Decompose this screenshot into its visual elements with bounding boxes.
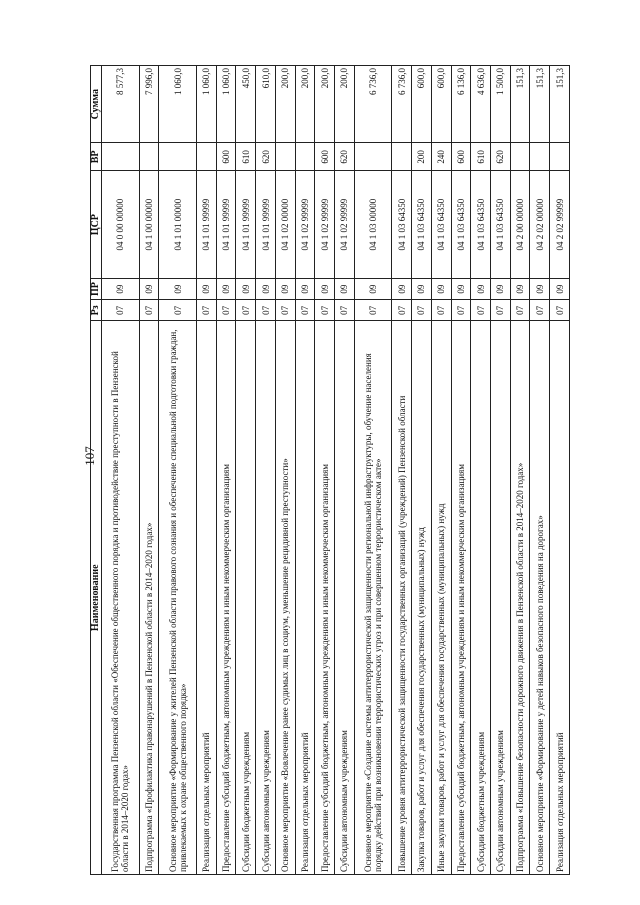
- cell-vr: 620: [490, 143, 510, 171]
- cell-pr: 09: [510, 278, 530, 299]
- cell-sum: 610,0: [256, 66, 276, 143]
- cell-rz: 07: [295, 300, 315, 321]
- cell-name: Реализация отдельных мероприятий: [197, 321, 217, 875]
- cell-csr: 04 1 01 99999: [256, 171, 276, 279]
- table-row: [102, 66, 140, 875]
- table-row: [431, 66, 451, 875]
- cell-vr: 600: [315, 143, 335, 171]
- table-row: [275, 66, 295, 875]
- cell-pr: 09: [139, 278, 159, 299]
- cell-name: Предоставление субсидий бюджетным, автономным учреждениям и иным некоммерческим организациям: [315, 321, 335, 875]
- cell-pr: 09: [275, 278, 295, 299]
- table-rotation-wrapper: [90, 65, 570, 875]
- cell-vr: [530, 143, 550, 171]
- cell-csr: 04 1 02 99999: [295, 171, 315, 279]
- cell-csr: 04 1 03 00000: [354, 171, 392, 279]
- cell-rz: 07: [139, 300, 159, 321]
- cell-pr: 09: [295, 278, 315, 299]
- cell-pr: 09: [315, 278, 335, 299]
- budget-table: [90, 65, 570, 875]
- cell-vr: [295, 143, 315, 171]
- cell-sum: 6 736,0: [354, 66, 392, 143]
- cell-rz: 07: [236, 300, 256, 321]
- cell-csr: 04 2 02 00000: [530, 171, 550, 279]
- cell-rz: 07: [451, 300, 471, 321]
- cell-vr: 600: [216, 143, 236, 171]
- cell-rz: 07: [471, 300, 491, 321]
- cell-name: Закупка товаров, работ и услуг для обеспечения государственных (муниципальных) нужд: [412, 321, 432, 875]
- cell-csr: 04 1 03 64350: [490, 171, 510, 279]
- cell-rz: 07: [550, 300, 570, 321]
- cell-csr: 04 1 01 00000: [159, 171, 197, 279]
- cell-vr: 240: [431, 143, 451, 171]
- cell-name: Основное мероприятие «Формирование у жителей Пензенской области правового сознания и обеспечение специальной подготовки граждан, привлекаемых к охране общественного порядка»: [159, 321, 197, 875]
- cell-sum: 1 060,0: [159, 66, 197, 143]
- cell-pr: 09: [412, 278, 432, 299]
- table-row: [510, 66, 530, 875]
- cell-csr: 04 2 02 99999: [550, 171, 570, 279]
- cell-rz: 07: [431, 300, 451, 321]
- cell-csr: 04 1 00 00000: [139, 171, 159, 279]
- cell-sum: 200,0: [335, 66, 355, 143]
- table-row: [392, 66, 412, 875]
- cell-name: Основное мероприятие «Формирование у детей навыков безопасного поведения на дорогах»: [530, 321, 550, 875]
- cell-csr: 04 2 00 00000: [510, 171, 530, 279]
- header-name: Наименование: [91, 321, 102, 875]
- table-row: [550, 66, 570, 875]
- cell-pr: 09: [530, 278, 550, 299]
- table-row: [197, 66, 217, 875]
- cell-name: Предоставление субсидий бюджетным, автономным учреждениям и иным некоммерческим организациям: [451, 321, 471, 875]
- cell-sum: 1 060,0: [216, 66, 236, 143]
- cell-sum: 4 636,0: [471, 66, 491, 143]
- cell-name: Предоставление субсидий бюджетным, автономным учреждениям и иным некоммерческим организациям: [216, 321, 236, 875]
- cell-rz: 07: [315, 300, 335, 321]
- cell-csr: 04 1 03 64350: [431, 171, 451, 279]
- cell-vr: [102, 143, 140, 171]
- cell-sum: 200,0: [295, 66, 315, 143]
- cell-pr: 09: [550, 278, 570, 299]
- cell-csr: 04 1 01 99999: [216, 171, 236, 279]
- cell-name: Основное мероприятие «Вовлечение ранее судимых лиц в социум, уменьшение рецидивной преступности»: [275, 321, 295, 875]
- cell-name: Подпрограмма «Профилактика правонарушений в Пензенской области в 2014–2020 годах»: [139, 321, 159, 875]
- cell-pr: 09: [256, 278, 276, 299]
- table-row: [315, 66, 335, 875]
- table-row: [354, 66, 392, 875]
- cell-sum: 200,0: [275, 66, 295, 143]
- cell-rz: 07: [354, 300, 392, 321]
- cell-pr: 09: [197, 278, 217, 299]
- cell-rz: 07: [412, 300, 432, 321]
- cell-pr: 09: [102, 278, 140, 299]
- header-vr: ВР: [91, 143, 102, 171]
- cell-rz: 07: [530, 300, 550, 321]
- cell-pr: 09: [431, 278, 451, 299]
- cell-vr: 620: [256, 143, 276, 171]
- header-csr: ЦСР: [91, 171, 102, 279]
- cell-name: Основное мероприятие «Создание системы антитеррористической защищенности региональной инфраструктуры, обучение населения порядку действий при возникновении террористических угроз и при совершенном террористическом акте»: [354, 321, 392, 875]
- cell-rz: 07: [216, 300, 236, 321]
- table-row: [471, 66, 491, 875]
- cell-vr: 200: [412, 143, 432, 171]
- cell-name: Государственная программа Пензенской области «Обеспечение общественного порядка и противодействие преступности в Пензенской области в 2014–2020 годах»: [102, 321, 140, 875]
- cell-name: Иные закупки товаров, работ и услуг для обеспечения государственных (муниципальных) нужд: [431, 321, 451, 875]
- cell-pr: 09: [451, 278, 471, 299]
- table-body: [102, 66, 570, 875]
- table-row: [139, 66, 159, 875]
- cell-sum: 151,3: [550, 66, 570, 143]
- cell-csr: 04 1 03 64350: [451, 171, 471, 279]
- cell-sum: 1 060,0: [197, 66, 217, 143]
- cell-vr: 610: [471, 143, 491, 171]
- cell-name: Субсидии автономным учреждениям: [256, 321, 276, 875]
- cell-csr: 04 0 00 00000: [102, 171, 140, 279]
- table-row: [295, 66, 315, 875]
- cell-rz: 07: [256, 300, 276, 321]
- cell-sum: 6 736,0: [392, 66, 412, 143]
- cell-pr: 09: [392, 278, 412, 299]
- header-pr: ПР: [91, 278, 102, 299]
- cell-csr: 04 1 03 64350: [392, 171, 412, 279]
- cell-pr: 09: [216, 278, 236, 299]
- table-row: [335, 66, 355, 875]
- cell-vr: [139, 143, 159, 171]
- cell-sum: 450,0: [236, 66, 256, 143]
- cell-sum: 600,0: [431, 66, 451, 143]
- table-row: [412, 66, 432, 875]
- cell-csr: 04 1 01 99999: [236, 171, 256, 279]
- cell-name: Субсидии бюджетным учреждениям: [471, 321, 491, 875]
- header-sum: Сумма: [91, 66, 102, 143]
- cell-sum: 1 500,0: [490, 66, 510, 143]
- table-row: [236, 66, 256, 875]
- cell-pr: 09: [471, 278, 491, 299]
- cell-name: Повышение уровня антитеррористической защищенности государственных организаций (учреждений) Пензенской области: [392, 321, 412, 875]
- rotated-table-area: [90, 65, 640, 872]
- cell-vr: [550, 143, 570, 171]
- cell-pr: 09: [335, 278, 355, 299]
- page-number: 107: [81, 446, 97, 466]
- cell-rz: 07: [197, 300, 217, 321]
- cell-pr: 09: [236, 278, 256, 299]
- cell-vr: 610: [236, 143, 256, 171]
- cell-csr: 04 1 03 64350: [471, 171, 491, 279]
- cell-sum: 8 577,3: [102, 66, 140, 143]
- cell-name: Субсидии автономным учреждениям: [490, 321, 510, 875]
- cell-sum: 600,0: [412, 66, 432, 143]
- cell-sum: 7 996,0: [139, 66, 159, 143]
- table-row: [256, 66, 276, 875]
- cell-sum: 200,0: [315, 66, 335, 143]
- cell-csr: 04 1 03 64350: [412, 171, 432, 279]
- cell-csr: 04 1 02 99999: [315, 171, 335, 279]
- table-row: [216, 66, 236, 875]
- cell-rz: 07: [335, 300, 355, 321]
- cell-vr: 620: [335, 143, 355, 171]
- cell-vr: [275, 143, 295, 171]
- cell-vr: [510, 143, 530, 171]
- cell-name: Реализация отдельных мероприятий: [550, 321, 570, 875]
- cell-sum: 151,3: [530, 66, 550, 143]
- cell-name: Субсидии автономным учреждениям: [335, 321, 355, 875]
- cell-vr: [197, 143, 217, 171]
- cell-rz: 07: [490, 300, 510, 321]
- cell-vr: [159, 143, 197, 171]
- cell-pr: 09: [354, 278, 392, 299]
- cell-rz: 07: [102, 300, 140, 321]
- cell-csr: 04 1 02 99999: [335, 171, 355, 279]
- cell-csr: 04 1 02 00000: [275, 171, 295, 279]
- cell-vr: [392, 143, 412, 171]
- cell-vr: [354, 143, 392, 171]
- cell-name: Субсидии бюджетным учреждениям: [236, 321, 256, 875]
- cell-rz: 07: [392, 300, 412, 321]
- cell-sum: 151,3: [510, 66, 530, 143]
- table-row: [159, 66, 197, 875]
- cell-rz: 07: [159, 300, 197, 321]
- cell-name: Реализация отдельных мероприятий: [295, 321, 315, 875]
- table-row: [451, 66, 471, 875]
- cell-csr: 04 1 01 99999: [197, 171, 217, 279]
- cell-sum: 6 136,0: [451, 66, 471, 143]
- header-rz: Рз: [91, 300, 102, 321]
- cell-pr: 09: [490, 278, 510, 299]
- cell-vr: 600: [451, 143, 471, 171]
- cell-rz: 07: [275, 300, 295, 321]
- cell-rz: 07: [510, 300, 530, 321]
- cell-name: Подпрограмма «Повышение безопасности дорожного движения в Пензенской области в 2014–2020 годах»: [510, 321, 530, 875]
- table-header-row: [91, 66, 102, 875]
- cell-pr: 09: [159, 278, 197, 299]
- table-row: [530, 66, 550, 875]
- table-row: [490, 66, 510, 875]
